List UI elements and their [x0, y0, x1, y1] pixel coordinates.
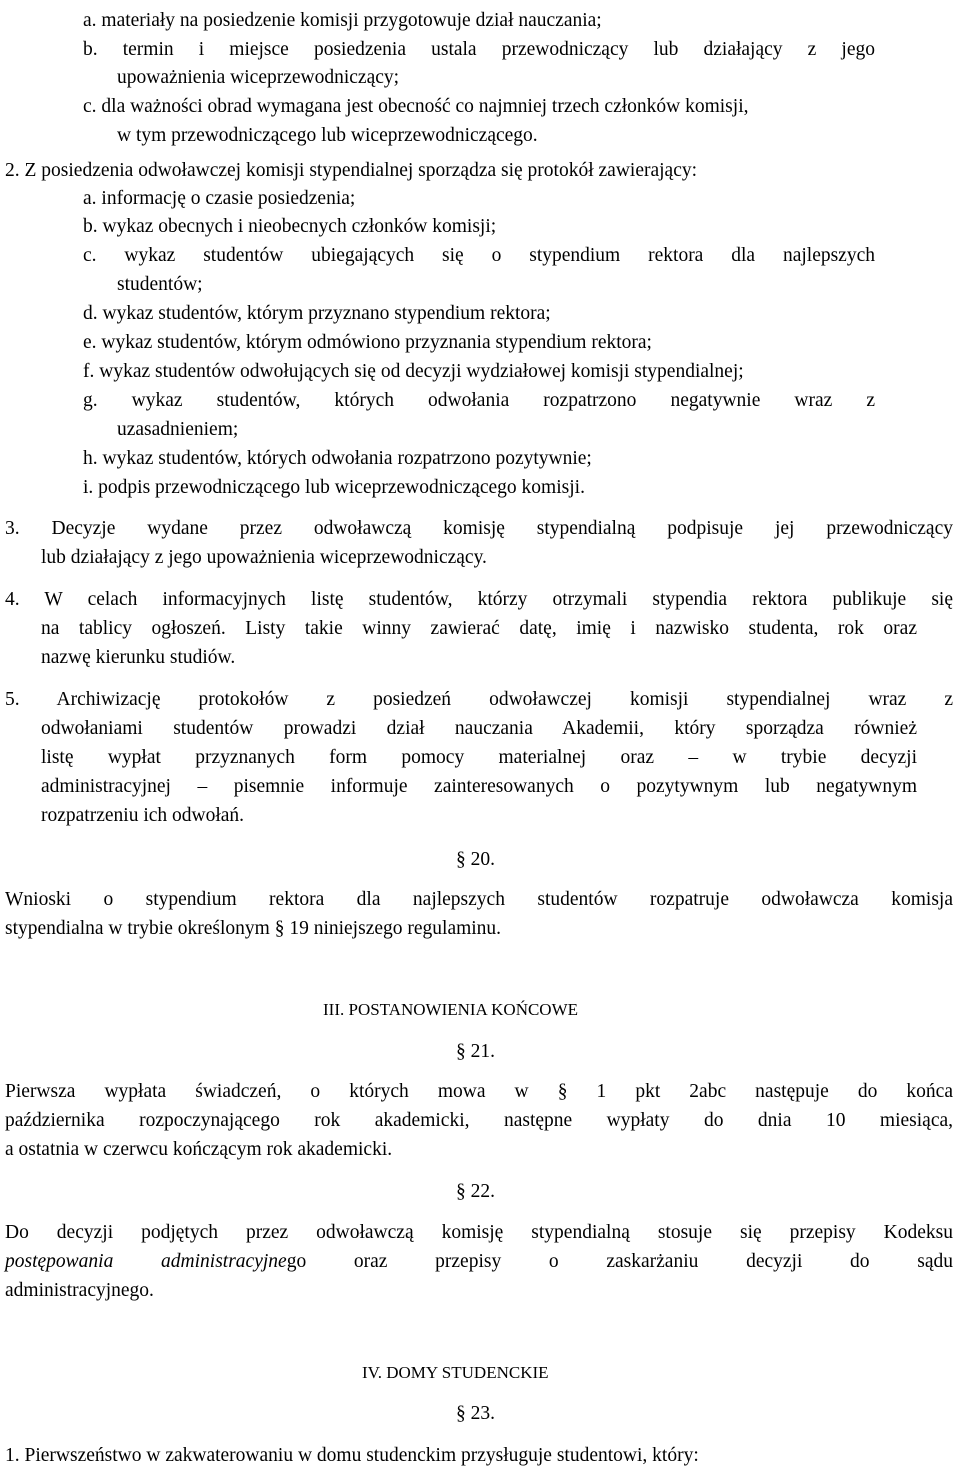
text-line: c. dla ważności obrad wymagana jest obecność co najmniej trzech członków komisji, — [83, 96, 749, 117]
text-line: f. wykaz studentów odwołujących się od decyzji wydziałowej komisji stypendialnej; — [83, 361, 744, 382]
text-line: § 20. — [456, 849, 495, 870]
text-line: § 21. — [456, 1041, 495, 1062]
text-line: listę wypłat przyznanych form pomocy materialnej oraz – w trybie decyzji — [41, 747, 917, 768]
text-line: 3. Decyzje wydane przez odwoławczą komisję stypendialną podpisuje jej przewodniczący — [5, 518, 953, 539]
text-line: Wnioski o stypendium rektora dla najlepszych studentów rozpatruje odwoławcza komisja — [5, 889, 953, 910]
text-line: upoważnienia wiceprzewodniczący; — [117, 67, 400, 88]
text-line: b. wykaz obecnych i nieobecnych członków komisji; — [83, 216, 497, 237]
text-line: g. wykaz studentów, których odwołania rozpatrzono negatywnie wraz z — [83, 390, 875, 411]
text-line: III. POSTANOWIENIA KOŃCOWE — [323, 1000, 579, 1019]
text-line: a. materiały na posiedzenie komisji przygotowuje dział nauczania; — [83, 10, 602, 31]
text-line: rozpatrzeniu ich odwołań. — [41, 805, 245, 826]
text-line: d. wykaz studentów, którym przyznano stypendium rektora; — [83, 303, 551, 324]
text-line: nazwę kierunku studiów. — [41, 647, 236, 668]
text-line: stypendialna w trybie określonym § 19 niniejszego regulaminu. — [5, 918, 502, 939]
text-line: odwołaniami studentów prowadzi dział nauczania Akademii, który sporządza również — [41, 718, 917, 739]
text-line: lub działający z jego upoważnienia wiceprzewodniczący. — [41, 547, 487, 568]
text-line: administracyjnego. — [5, 1280, 154, 1301]
text-line: października rozpoczynającego rok akademicki, następne wypłaty do dnia 10 miesiąca, — [5, 1110, 953, 1131]
text-line: b. termin i miejsce posiedzenia ustala przewodniczący lub działający z jego — [83, 39, 875, 60]
text-line: a ostatnia w czerwcu kończącym rok akademicki. — [5, 1139, 393, 1160]
text-line: § 22. — [456, 1181, 495, 1202]
text-line: e. wykaz studentów, którym odmówiono przyznania stypendium rektora; — [83, 332, 652, 353]
text-line: § 23. — [456, 1403, 495, 1424]
text-line: 1. Pierwszeństwo w zakwaterowaniu w domu studenckim przysługuje studentowi, który: — [5, 1445, 699, 1466]
italic-term: postępowania administracyjne — [5, 1251, 287, 1272]
text-line: studentów; — [117, 274, 203, 295]
text-line: 5. Archiwizację protokołów z posiedzeń odwoławczej komisji stypendialnej wraz z — [5, 689, 953, 710]
text-line: 4. W celach informacyjnych listę studentów, którzy otrzymali stypendia rektora publikuje się — [5, 589, 953, 610]
text-line: h. wykaz studentów, których odwołania rozpatrzono pozytywnie; — [83, 448, 592, 469]
text-line: w tym przewodniczącego lub wiceprzewodniczącego. — [117, 125, 538, 146]
text-line: administracyjnej – pisemnie informuje zainteresowanych o pozytywnym lub negatywnym — [41, 776, 917, 797]
text-line: 2. Z posiedzenia odwoławczej komisji stypendialnej sporządza się protokół zawierający: — [5, 160, 698, 181]
text-line: Do decyzji podjętych przez odwoławczą komisję stypendialną stosuje się przepisy Kodeksu — [5, 1222, 953, 1243]
text-line: uzasadnieniem; — [117, 419, 239, 440]
text-line: IV. DOMY STUDENCKIE — [362, 1363, 549, 1382]
text-line: i. podpis przewodniczącego lub wiceprzewodniczącego komisji. — [83, 477, 585, 498]
text-line: a. informację o czasie posiedzenia; — [83, 188, 356, 209]
text-line: na tablicy ogłoszeń. Listy takie winny zawierać datę, imię i nazwisko studenta, rok oraz — [41, 618, 917, 639]
text-line: postępowania administracyjnego oraz przepisy o zaskarżaniu decyzji do sądu — [5, 1251, 954, 1272]
text-line: Pierwsza wypłata świadczeń, o których mowa w § 1 pkt 2abc następuje do końca — [5, 1081, 953, 1102]
text-line: c. wykaz studentów ubiegających się o stypendium rektora dla najlepszych — [83, 245, 875, 266]
